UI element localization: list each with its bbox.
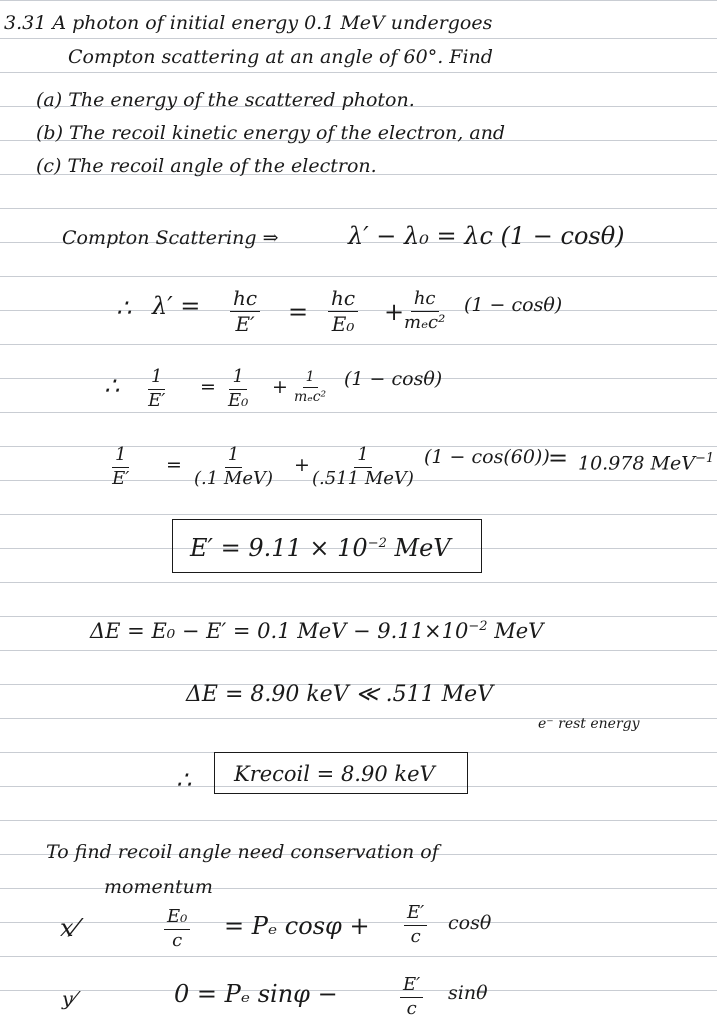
problem-part-c: (c) The recoil angle of the electron. (36, 155, 377, 177)
fraction-denominator: (.511 MeV) (312, 467, 414, 489)
plus-sign: + (384, 298, 405, 326)
fraction-numerator: 1 (303, 370, 318, 388)
answer-energy-unit: MeV (386, 534, 451, 562)
delta-e-line-2: ΔE = 8.90 keV ≪ .511 MeV (186, 682, 494, 707)
fraction-denominator: E₀ (228, 389, 249, 411)
step2-fraction-1 (148, 368, 165, 411)
x-label: x⁄ (60, 914, 78, 942)
equals-sign: = (200, 376, 216, 398)
fraction-denominator: E′ (148, 389, 166, 411)
recoil-line-1: To find recoil angle need conservation of (46, 841, 439, 863)
result-value: 10.978 MeV (578, 452, 695, 475)
therefore-symbol: ∴ (176, 766, 192, 794)
step2-tail: (1 − cosθ) (344, 368, 443, 390)
delta-e-unit: MeV (487, 619, 544, 643)
rest-energy-note: e⁻ rest energy (538, 716, 640, 732)
plus-sign: + (294, 454, 310, 476)
x-fraction-1 (164, 908, 190, 951)
step3-fraction-3 (312, 446, 414, 489)
equals-sign: = (166, 454, 182, 476)
compton-label: Compton Scattering ⇒ (62, 227, 279, 249)
equals-sign: = (548, 444, 569, 472)
step3-result (578, 452, 714, 473)
fraction-numerator: 1 (225, 446, 242, 468)
x-equation-middle: = Pₑ cosφ + (224, 912, 370, 940)
step3-fraction-1 (112, 446, 129, 489)
problem-part-b: (b) The recoil kinetic energy of the electron, and (36, 122, 506, 144)
fraction-denominator: c (406, 997, 417, 1019)
fraction-denominator: mₑc² (404, 311, 446, 333)
delta-e-exponent: −2 (468, 619, 488, 634)
therefore-symbol: ∴ (116, 294, 132, 322)
x-equation-tail: cosθ (448, 912, 492, 934)
fraction-numerator: E′ (400, 976, 423, 998)
fraction-numerator: 1 (354, 446, 371, 468)
answer-energy-base: E′ = 9.11 × 10 (190, 534, 368, 562)
answer-recoil: Krecoil = 8.90 keV (234, 762, 435, 786)
step1-lhs: λ′ = (152, 292, 201, 320)
y-fraction-2 (400, 976, 423, 1019)
answer-energy (190, 536, 451, 560)
equals-sign: = (288, 298, 309, 326)
y-equation-middle: 0 = Pₑ sinφ − (174, 980, 338, 1008)
fraction-numerator: hc (411, 290, 439, 312)
fraction-numerator: E₀ (164, 908, 190, 930)
step1-tail: (1 − cosθ) (464, 294, 563, 316)
therefore-symbol: ∴ (104, 372, 120, 400)
fraction-denominator: E′ (112, 467, 130, 489)
fraction-numerator: E′ (404, 904, 427, 926)
answer-energy-exponent: −2 (367, 536, 387, 551)
fraction-numerator: 1 (229, 368, 246, 390)
fraction-denominator: mₑc² (294, 388, 327, 405)
compton-equation: λ′ − λ₀ = λc (1 − cosθ) (348, 222, 625, 250)
fraction-numerator: hc (328, 288, 358, 312)
fraction-denominator: c (172, 929, 183, 951)
step3-tail: (1 − cos(60)) (424, 446, 550, 468)
fraction-denominator: E₀ (331, 312, 355, 336)
recoil-line-2: momentum (104, 876, 213, 898)
fraction-denominator: c (410, 925, 421, 947)
problem-line-1: 3.31 A photon of initial energy 0.1 MeV undergoes (4, 12, 493, 34)
step2-fraction-3 (294, 370, 326, 404)
delta-e-expression: ΔE = E₀ − E′ = 0.1 MeV − 9.11×10 (90, 619, 469, 643)
fraction-numerator: 1 (148, 368, 165, 390)
fraction-denominator: E′ (235, 312, 255, 336)
result-exponent: −1 (694, 451, 715, 466)
step1-fraction-1 (230, 288, 260, 335)
fraction-numerator: 1 (112, 446, 129, 468)
y-label: y⁄ (62, 988, 76, 1010)
fraction-denominator: (.1 MeV) (194, 467, 274, 489)
step1-fraction-3 (404, 290, 445, 333)
problem-line-2: Compton scattering at an angle of 60°. Find (68, 46, 493, 68)
x-fraction-2 (404, 904, 427, 947)
problem-part-a: (a) The energy of the scattered photon. (36, 89, 415, 111)
plus-sign: + (272, 376, 288, 398)
step1-fraction-2 (328, 288, 358, 335)
delta-e-line-1 (90, 620, 543, 642)
step3-fraction-2 (194, 446, 273, 489)
fraction-numerator: hc (230, 288, 260, 312)
step2-fraction-2 (228, 368, 248, 411)
y-equation-tail: sinθ (448, 982, 488, 1004)
